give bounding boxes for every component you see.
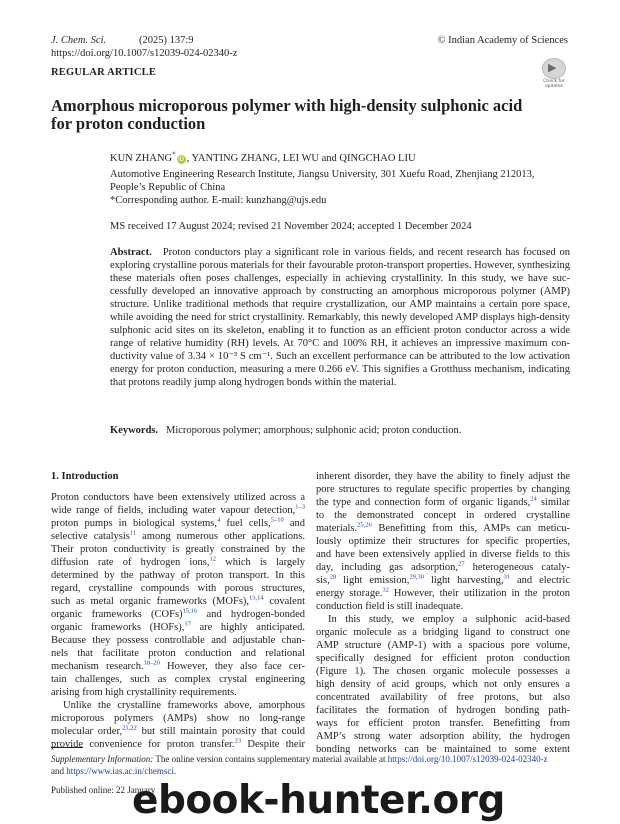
body-line: the type and connection form of organic ligands,$^{24}$ similar [316, 495, 570, 508]
body-line: In this study, we employ a sulphonic acid-based [328, 614, 570, 625]
abstract-line: that protons readily jump along hydrogen bonds within the material. [110, 377, 397, 388]
body-line: tain challenges, such as complex crystal engineering [51, 674, 305, 685]
abstract-line: while avoiding the need for strict crystallinity. Remarkably, this newly developed AMP displays high-density [110, 312, 570, 323]
orcid-icon[interactable]: iD [177, 156, 185, 163]
body-line: diffusion rate of hydrogen ions,$^{12}$ which is largely [51, 555, 305, 568]
body-line: determined by the pathway of proton transport. In this [51, 570, 305, 581]
body-line: specifically designed for efficient proton conduction [316, 653, 570, 664]
keywords [110, 424, 461, 437]
body-line: energy storage.$^{32}$ However, their utilization in the proton [316, 586, 570, 599]
abstract [110, 246, 570, 389]
citation-link[interactable]: 28 [329, 573, 337, 581]
body-line: bonding networks can be maintained to some extent [316, 744, 570, 755]
journal-name: J. Chem. Sci. [51, 35, 107, 46]
body-line: materials.$^{25,26}$ Benefitting from this, AMPs can meticu- [316, 521, 570, 534]
body-line: conduction field is still inadequate. [316, 601, 464, 612]
citation-link[interactable]: 13,14 [249, 594, 264, 602]
abstract-line: range of relative humidity (RH) levels. At 70°C and 100% RH, it achieves an impressive maximum con- [110, 338, 570, 349]
citation-link[interactable]: 32 [382, 586, 389, 594]
body-line: organic frameworks (COFs)$^{15,16}$ and hydrogen-bonded [51, 607, 305, 620]
body-line: regard, crystalline compounds with porous structures, [51, 583, 305, 594]
abstract-line: sulphonic acid sites on its skeleton, enabling it to function as an efficient proton conductor across a wide [110, 325, 570, 336]
body-line: molecular order,$^{21,22}$ but still maintain porosity that could [51, 724, 306, 737]
body-line: AMP’s strong water adsorption ability, the hydrogen [316, 731, 570, 742]
citation-link[interactable]: 1–3 [295, 503, 305, 511]
body-line: high density of acid groups, which not only ensures a [316, 679, 570, 690]
abstract-label: Abstract. [110, 247, 152, 258]
corresponding-mark: * [172, 150, 176, 159]
other-authors: , YANTING ZHANG, LEI WU and QINGCHAO LIU [186, 153, 416, 164]
body-line: and have been extensively applied in diverse fields to this [316, 549, 570, 560]
title-line-2: for proton conduction [51, 114, 206, 133]
left-column [51, 470, 305, 751]
author-list [110, 152, 416, 165]
manuscript-dates: MS received 17 August 2024; revised 21 November 2024; accepted 1 December 2024 [110, 221, 472, 232]
body-line: Their proton conductivity is greatly constrained by the [51, 544, 305, 555]
body-line: nels that facilitate proton conduction and relational [51, 648, 305, 659]
body-line: inherent disorder, they have the ability to finely adjust the [316, 471, 570, 482]
body-line: day, including gas adsorption,$^{27}$ heterogeneous cataly- [316, 560, 570, 573]
citation-link[interactable]: 11 [129, 529, 137, 537]
abstract-line: these materials often poses challenges, especially in achieving crystallinity. In this study, we have suc- [110, 273, 570, 284]
citation-link[interactable]: 17 [184, 620, 191, 628]
body-line: concentrated availability of free protons, but also [316, 692, 570, 703]
title-line-1: Amorphous microporous polymer with high-density sulphonic acid [51, 96, 523, 115]
body-line: arising from high crystallinity requirements. [51, 687, 237, 698]
body-line: ways for efficient proton transfer. Benefitting from [316, 718, 570, 729]
supp-journal-link[interactable]: https://www.ias.ac.in/chemsci. [66, 766, 177, 776]
body-line: organic frameworks (HOFs),$^{17}$ are highly anticipated. [51, 620, 305, 633]
body-line: facilitates the formation of hydrogen bonding path- [316, 705, 570, 716]
affiliation: Automotive Engineering Research Institute, Jiangsu University, 301 Xuefu Road, Zhenjiang 212013, People’s Republic of China [110, 169, 535, 193]
abstract-line: ductivity value of 3.34 × 10⁻³ S cm⁻¹. Such an excellent performance can be attributed to the low activation [110, 351, 570, 362]
footnote-divider [51, 747, 83, 748]
body-line: AMP structure (AMP-1) with a spacious pore volume, [316, 640, 570, 651]
supplementary-note: Supplementary Information: The online version contains supplementary material available at https://doi.org/10.1007/s12039-024-02340-z and https://www.ias.ac.in/chemsci. [51, 754, 548, 776]
body-line: to the demonstrated concept in ordered crystalline [316, 510, 570, 521]
journal-volume: (2025) 137:9 [139, 35, 194, 46]
supp-label: Supplementary Information: [51, 754, 154, 764]
keywords-text: Microporous polymer; amorphous; sulphonic acid; proton conduction. [166, 425, 462, 436]
citation-link[interactable]: 24 [530, 495, 537, 503]
article-type: REGULAR ARTICLE [51, 67, 157, 78]
doi-link[interactable]: https://doi.org/10.1007/s12039-024-02340-z [51, 48, 238, 59]
body-line: Unlike the crystalline frameworks above, amorphous [63, 700, 305, 711]
corresponding-author: *Corresponding author. E-mail: kunzhang@ujs.edu [110, 195, 327, 206]
citation-link[interactable]: 18–20 [143, 659, 160, 667]
citation-link[interactable]: 21,22 [122, 724, 137, 732]
body-line: lously optimize their structures for specific properties, [316, 536, 570, 547]
watermark: ebook-hunter.org [132, 778, 505, 823]
supp-doi-link[interactable]: https://doi.org/10.1007/s12039-024-02340-z [387, 754, 548, 764]
citation-link[interactable]: 12 [209, 555, 216, 563]
body-line: selective catalysis$^{11}$ among numerous other applications. [51, 529, 305, 542]
keywords-label: Keywords. [110, 425, 159, 436]
citation-link[interactable]: 31 [503, 573, 511, 581]
figure-link[interactable]: 1 [354, 666, 360, 677]
citation-link[interactable]: 25,26 [357, 521, 372, 529]
citation-link[interactable]: 5–10 [270, 516, 284, 524]
body-line: wide range of fields, including water vapour detection,$^{1-3}$ [51, 503, 305, 516]
body-line: provide convenience for proton transfer.$^{23}$ Despite their [51, 737, 305, 750]
section-heading: 1. Introduction [51, 471, 119, 482]
citation-link[interactable]: 4 [216, 516, 221, 524]
body-line: sis,$^{28}$ light emission,$^{29,30}$ light harvesting,$^{31}$ and electric [316, 573, 570, 586]
body-line: Proton conductors have been extensively utilized across a [51, 492, 305, 503]
badge-label: Check for updates [543, 79, 565, 89]
paper-title [51, 97, 571, 133]
body-line: pore structures to regulate specific properties by changing [316, 484, 570, 495]
abstract-line: cessfully developed an innovative approach by constructing an amorphous microporous polymer (AMP) [110, 286, 570, 297]
bookmark-icon: ▶ [548, 61, 557, 74]
body-line: mechanism research.$^{18-20}$ However, they also face cer- [51, 659, 305, 672]
right-column [316, 470, 570, 756]
citation-link[interactable]: 15,16 [182, 607, 198, 615]
citation-link[interactable]: 29,30 [409, 573, 424, 581]
published-date: Published online: 22 January [51, 785, 156, 795]
abstract-line: exploring crystalline porous materials for their favourable proton-transport properties. However, synthesizing [110, 260, 570, 271]
body-line: such as metal organic frameworks (MOFs),$^{13,14}$ covalent [51, 594, 305, 607]
abstract-line: energy for proton conduction, measuring a mere 0.266 eV. This signifies a Grotthuss mechanism, indicating [110, 364, 570, 375]
body-line: microporous polymers (AMPs) show no long-range [51, 713, 305, 724]
body-line: (Figure 1). The chosen organic molecule possesses a [316, 666, 570, 677]
body-line: proton pumps in biological systems,$^4$ fuel cells,$^{5-10}$ and [51, 516, 305, 529]
citation-link[interactable]: 23 [234, 737, 242, 745]
check-for-updates-badge[interactable] [539, 58, 569, 88]
citation-link[interactable]: 27 [458, 560, 465, 568]
body-line: organic molecule as a bridging ligand to construct one [316, 627, 570, 638]
abstract-line: structure. Unlike traditional methods that require crystallization, our AMP maintains a certain pore space, [110, 299, 570, 310]
abstract-line: Abstract. Proton conductors play a significant role in various fields, and recent research has focused on [110, 247, 571, 258]
author-1: KUN ZHANG [110, 153, 173, 164]
publisher-copyright: © Indian Academy of Sciences [437, 35, 568, 46]
body-line: Because they possess controllable and adjustable chan- [51, 635, 305, 646]
